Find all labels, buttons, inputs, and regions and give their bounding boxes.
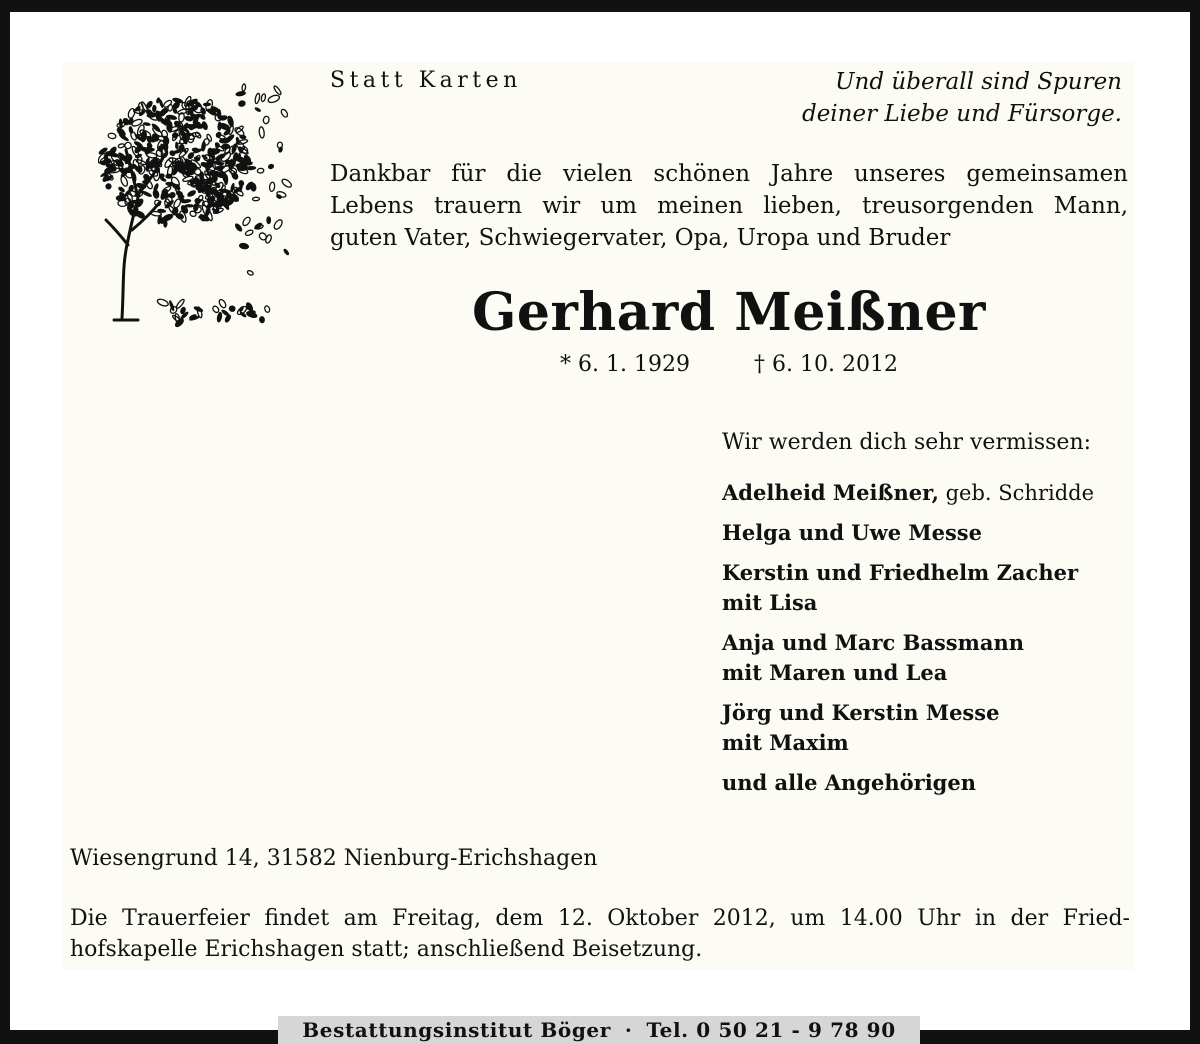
footer-separator: ·: [624, 1018, 633, 1042]
mourners-heading: Wir werden dich sehr vermissen:: [722, 430, 1092, 455]
mourner-group: [722, 628, 1122, 688]
memorial-quote: [760, 66, 1122, 130]
life-dates: [330, 352, 1128, 377]
mourner-group: [722, 478, 1122, 508]
mourner-line: Jörg und Kerstin Messe: [722, 700, 1000, 725]
spouse-name: Adelheid Meißner,: [722, 480, 939, 505]
quote-line-1: Und überall sind Spuren: [835, 69, 1122, 95]
statt-karten-label: Statt Karten: [330, 68, 522, 93]
intro-text: [330, 158, 1128, 254]
service-line-2: hofskapelle Erichshagen statt; anschließend Beisetzung.: [70, 937, 703, 962]
intro-line-2: Lebens trauern wir um meinen lieben, treusorgenden Mann,: [330, 193, 1128, 219]
mourner-line: mit Maren und Lea: [722, 660, 948, 685]
intro-line-3: guten Vater, Schwiegervater, Opa, Uropa und Bruder: [330, 225, 951, 251]
intro-line-1: Dankbar für die vielen schönen Jahre unseres gemeinsamen: [330, 161, 1128, 187]
service-line-1: Die Trauerfeier findet am Freitag, dem 12. Oktober 2012, um 14.00 Uhr in der Fried-: [70, 906, 1130, 931]
funeral-home-footer: [278, 1016, 920, 1044]
mourner-line: mit Lisa: [722, 590, 818, 615]
death-date: † 6. 10. 2012: [754, 352, 898, 377]
mourner-line: Kerstin und Friedhelm Zacher: [722, 560, 1079, 585]
family-address: Wiesengrund 14, 31582 Nienburg-Erichshagen: [70, 846, 598, 871]
mourner-line: Helga und Uwe Messe: [722, 520, 982, 545]
spouse-maiden-name: geb. Schridde: [938, 481, 1095, 505]
deceased-name: Gerhard Meißner: [472, 282, 986, 343]
mourner-group: [722, 518, 1122, 548]
tree-with-falling-leaves-icon: [98, 70, 298, 340]
mourner-group: [722, 698, 1122, 758]
mourners-closing: und alle Angehörigen: [722, 770, 976, 795]
birth-date: * 6. 1. 1929: [560, 352, 690, 377]
mourners-list: [722, 478, 1122, 808]
quote-line-2: deiner Liebe und Fürsorge.: [801, 101, 1122, 127]
mourner-line: Anja und Marc Bassmann: [722, 630, 1024, 655]
funeral-home-name: Bestattungsinstitut Böger: [302, 1018, 611, 1042]
mourner-line: mit Maxim: [722, 730, 849, 755]
mourner-group: [722, 558, 1122, 618]
funeral-home-phone: Tel. 0 50 21 - 9 78 90: [646, 1018, 896, 1042]
service-notice: [70, 903, 1130, 965]
